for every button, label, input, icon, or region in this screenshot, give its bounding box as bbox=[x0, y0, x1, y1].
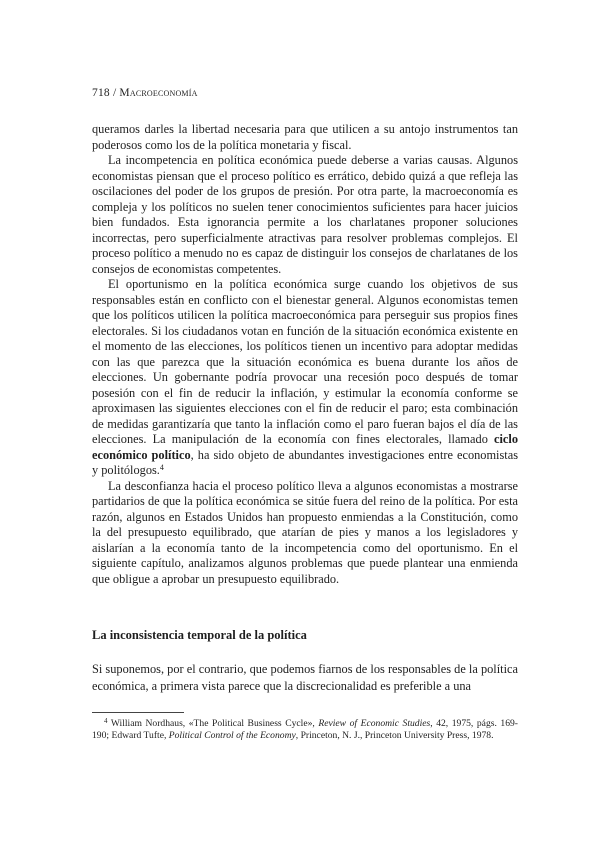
paragraph-3 bbox=[92, 277, 518, 479]
footnote-text-b: , 42, 1975, págs. 169-190; Edward Tufte, bbox=[92, 718, 519, 742]
paragraph-2: La incompetencia en política económica puede deberse a varias causas. Algunos economistas piensan que el proceso político es errático, debido quizá a que refleja las oscilaciones del poder de los grupos de presión. Por otra parte, la macroeconomía es compleja y los políticos no suelen tener conocimientos suficientes para hacer juicios bien fundados. Esta ignorancia permite a los charlatanes proponer soluciones incorrectas, pero superficialmente atractivas para resolver problemas complejos. El proceso político a menudo no es capaz de distinguir los consejos de charlatanes de los consejos de economistas competentes. bbox=[92, 153, 518, 276]
section-body bbox=[92, 661, 518, 695]
footnote-journal: Review of Economic Studies bbox=[318, 718, 431, 729]
footnote-text-a: William Nordhaus, «The Political Business Cycle», bbox=[110, 718, 319, 729]
paragraph-3-text-b: , ha sido objeto de abundantes investigaciones entre economistas y politólogos. bbox=[92, 447, 519, 477]
footnote-number: 4 bbox=[104, 717, 108, 725]
section-heading: La inconsistencia temporal de la política bbox=[92, 628, 307, 642]
footnote-book: Political Control of the Economy bbox=[168, 730, 296, 742]
body-text bbox=[92, 122, 518, 587]
paragraph-3-text-a: El oportunismo en la política económica surge cuando los objetivos de sus responsables están en conflicto con el bienestar general. Algunos economistas temen que los políticos utilicen la política macroeconómica para perseguir sus propios fines electorales. Si los ciudadanos votan en función de la situación económica existente en el momento de las elecciones, los políticos tienen un incentivo para adoptar medidas con las que parezca que la situación económica es buena durante los años de elecciones. Un gobernante podría provocar una recesión poco después de tomar posesión con el fin de reducir la inflación, y estimular la economía conforme se aproximasen las siguientes elecciones con el fin de reducir el paro; esta combinación de medidas garantizaría que tanto la inflación como el paro fueran bajos el día de las elecciones. La manipulación de la economía con fines electorales, llamado bbox=[92, 277, 518, 446]
header-separator: / bbox=[112, 87, 117, 99]
paragraph-4: La desconfianza hacia el proceso político lleva a algunos economistas a mostrarse partidarios de que la política económica se sitúe fuera del reino de la política. Por esta razón, algunos en Estados Unidos han propuesto enmiendas a la Constitución, como la del presupuesto equilibrado, que atarían de pies y manos a los legisladores y aislarían a la economía tanto de la incompetencia como del oportunismo. En el siguiente capítulo, analizamos algunos problemas que puede plantear una enmienda que obligue a aprobar un presupuesto equilibrado. bbox=[92, 478, 518, 586]
footnote-text-c: , Princeton, N. J., Princeton University Press, 1978. bbox=[295, 730, 494, 742]
running-title: Macroeconomía bbox=[119, 87, 198, 99]
term-political-business-cycle: ciclo económico político bbox=[92, 432, 518, 462]
footnote-divider bbox=[92, 712, 184, 713]
section-paragraph: Si suponemos, por el contrario, que podemos fiarnos de los responsables de la política económica, a primera vista parece que la discrecionalidad es preferible a una bbox=[92, 662, 518, 693]
footnote bbox=[92, 718, 518, 742]
page-number: 718 bbox=[92, 87, 110, 99]
paragraph-1: queramos darles la libertad necesaria para que utilicen a su antojo instrumentos tan poderosos como los de la política monetaria y fiscal. bbox=[92, 122, 518, 152]
footnote-reference[interactable]: 4 bbox=[159, 463, 164, 472]
running-header bbox=[92, 87, 198, 99]
